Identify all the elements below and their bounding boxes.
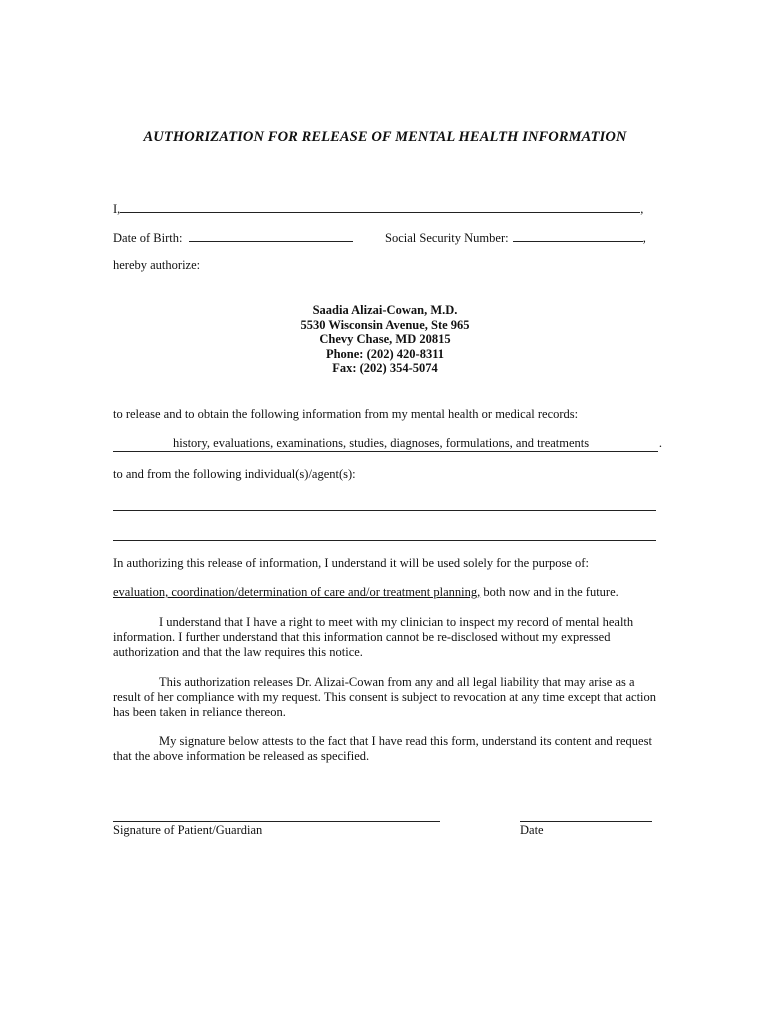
purpose-underlined: evaluation, coordination/determination of care and/or treatment planning, (113, 585, 481, 599)
attestation-text: My signature below attests to the fact that I have read this form, understand its content and request that the above information be released as specified. (113, 734, 652, 763)
signature-label: Signature of Patient/Guardian (113, 823, 263, 837)
provider-phone: Phone: (202) 420-8311 (325, 346, 445, 361)
provider-fax: Fax: (202) 354-5074 (332, 361, 438, 376)
ssn-suffix: , (642, 231, 646, 245)
dob-label: Date of Birth: (113, 231, 183, 245)
provider-name: Saadia Alizai-Cowan, M.D. (312, 303, 458, 317)
signature-line[interactable] (113, 820, 440, 822)
liability-text: This authorization releases Dr. Alizai-Cowan from any and all legal liability that may arise as a result of her compliance with my request. This consent is subject to revocation at any time except that action has been taken in reliance thereon. (113, 675, 657, 719)
provider-address-line2: Chevy Chase, MD 20815 (319, 332, 451, 347)
date-line[interactable] (520, 820, 652, 822)
info-types-period: . (658, 436, 662, 450)
info-types-field[interactable] (113, 436, 662, 452)
dob-row (113, 229, 353, 246)
purpose-intro: In authorizing this release of information, I understand it will be used solely for the purpose of: (113, 556, 589, 570)
purpose-row (113, 585, 619, 600)
attestation-paragraph (113, 734, 659, 764)
to-from-text: to and from the following individual(s)/agent(s): (113, 467, 356, 481)
info-types-text: history, evaluations, examinations, studies, diagnoses, formulations, and treatments (173, 436, 590, 450)
release-text: to release and to obtain the following information from my mental health or medical records: (113, 407, 579, 421)
provider-address-line1: 5530 Wisconsin Avenue, Ste 965 (300, 317, 470, 332)
agent-line-1[interactable] (113, 509, 656, 511)
purpose-rest: both now and in the future. (480, 585, 619, 599)
patient-name-field[interactable] (120, 200, 640, 213)
ssn-label: Social Security Number: (385, 231, 509, 245)
ssn-field[interactable] (513, 229, 643, 242)
rights-paragraph (113, 615, 659, 660)
dob-field[interactable] (189, 229, 353, 242)
provider-block (0, 303, 770, 376)
ssn-row (385, 229, 646, 246)
agent-line-2[interactable] (113, 539, 656, 541)
release-liability-paragraph (113, 675, 659, 720)
patient-prefix: I, (113, 202, 121, 216)
patient-suffix: , (640, 202, 644, 216)
rights-text: I understand that I have a right to meet with my clinician to inspect my record of mental health information. I further understand that this information cannot be re-disclosed without my expressed authorization and that the law requires this notice. (113, 615, 634, 659)
patient-name-row (113, 200, 658, 217)
form-title: AUTHORIZATION FOR RELEASE OF MENTAL HEALTH INFORMATION (143, 129, 627, 145)
authorize-text: hereby authorize: (113, 258, 201, 272)
date-label: Date (520, 823, 544, 837)
